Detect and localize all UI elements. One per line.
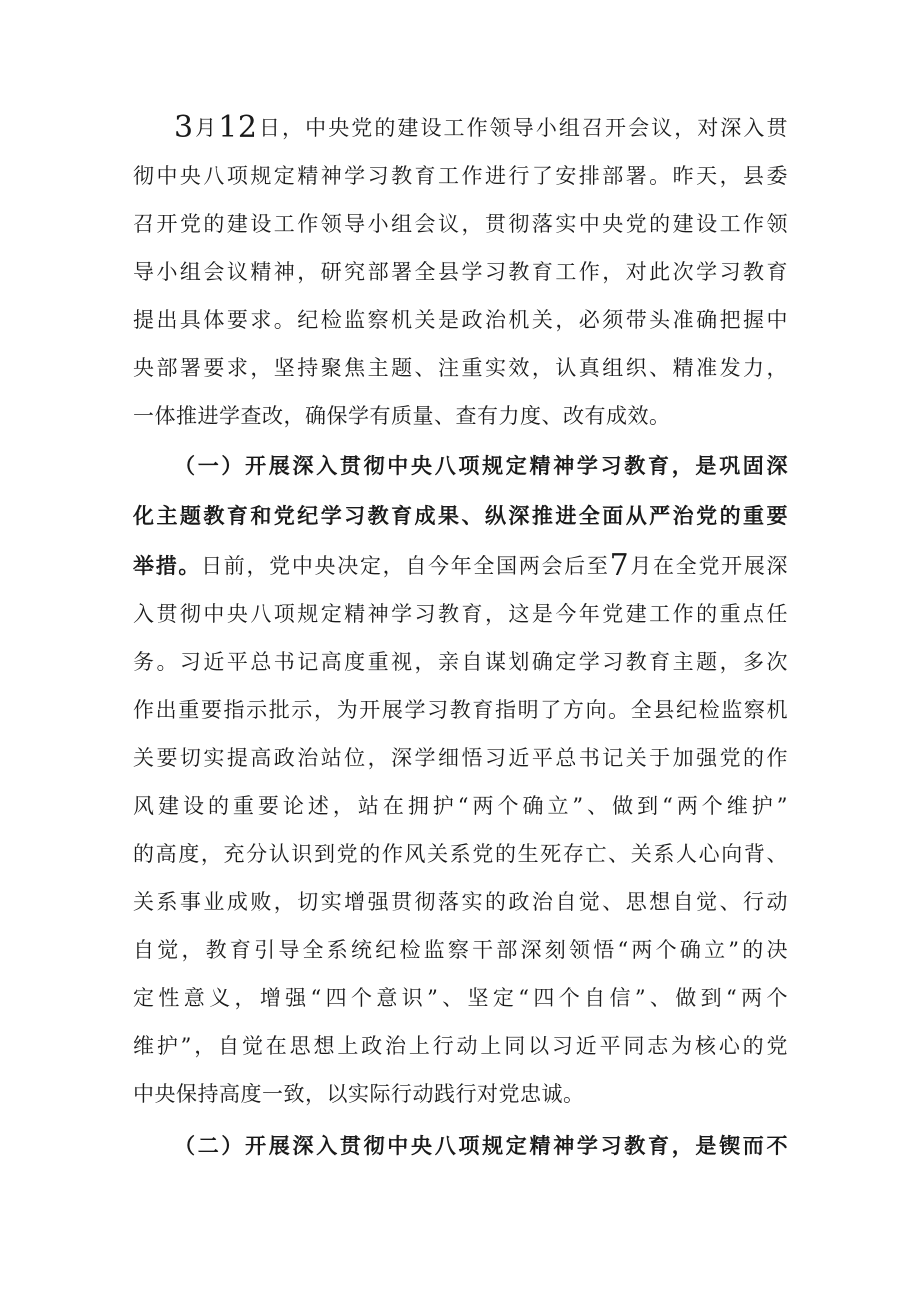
paragraph-2-line-10: 关系事业成败，切实增强贯彻落实的政治自觉、思想自觉、行动 — [133, 890, 788, 914]
date-number: 12 — [218, 110, 258, 145]
heading-tail: 举措。 — [133, 554, 202, 578]
paragraph-2-line-5: 务。习近平总书记高度重视，亲自谋划确定学习教育主题，多次 — [133, 650, 788, 674]
paragraph-2-line-11: 自觉，教育引导全系统纪检监察干部深刻领悟“两个确立”的决 — [133, 938, 788, 962]
paragraph-1-line-2: 彻中央八项规定精神学习教育工作进行了安排部署。昨天，县委 — [133, 164, 788, 188]
paragraph-2-heading-line-2: 化主题教育和党纪学习教育成果、纵深推进全面从严治党的重要 — [133, 504, 788, 528]
paragraph-2-line-3 — [133, 542, 788, 590]
text-run: 日，中央党的建设工作领导小组召开会议，对深入贯 — [257, 116, 789, 140]
paragraph-1-line-4: 导小组会议精神，研究部署全县学习教育工作，对此次学习教育 — [133, 260, 788, 284]
paragraph-1-line-7: 一体推进学查改，确保学有质量、查有力度、改有成效。 — [133, 404, 671, 428]
paragraph-3-heading-line-1: （二）开展深入贯彻中央八项规定精神学习教育，是锲而不 — [174, 1134, 788, 1158]
paragraph-1-line-3: 召开党的建设工作领导小组会议，贯彻落实中央党的建设工作领 — [133, 212, 788, 236]
text-run: 月 — [193, 116, 219, 140]
paragraph-1-line-6: 央部署要求，坚持聚焦主题、注重实效，认真组织、精准发力， — [133, 356, 788, 380]
text-run: 日前，党中央决定，自今年全国两会后至 — [201, 554, 610, 578]
paragraph-2-line-6: 作出重要指示批示，为开展学习教育指明了方向。全县纪检监察机 — [133, 698, 788, 722]
paragraph-2-line-9: 的高度，充分认识到党的作风关系党的生死存亡、关系人心向背、 — [133, 842, 788, 866]
paragraph-1-line-1 — [174, 104, 788, 152]
paragraph-2-line-12: 定性意义，增强“四个意识”、坚定“四个自信”、做到“两个 — [133, 986, 788, 1010]
month-number: 7 — [609, 548, 630, 583]
paragraph-2-heading-line-1: （一）开展深入贯彻中央八项规定精神学习教育，是巩固深 — [174, 454, 788, 478]
paragraph-2-line-13: 维护”，自觉在思想上政治上行动上同以习近平同志为核心的党 — [133, 1034, 788, 1058]
paragraph-1-line-5: 提出具体要求。纪检监察机关是政治机关，必须带头准确把握中 — [133, 308, 788, 332]
paragraph-2-line-7: 关要切实提高政治站位，深学细悟习近平总书记关于加强党的作 — [133, 746, 788, 770]
paragraph-2-line-14: 中央保持高度一致，以实际行动践行对党忠诚。 — [133, 1082, 585, 1106]
text-run: 月在全党开展深 — [629, 554, 789, 578]
date-number: 3 — [174, 110, 194, 145]
paragraph-2-line-8: 风建设的重要论述，站在拥护“两个确立”、做到“两个维护” — [133, 794, 788, 818]
paragraph-2-line-4: 入贯彻中央八项规定精神学习教育，这是今年党建工作的重点任 — [133, 602, 788, 626]
